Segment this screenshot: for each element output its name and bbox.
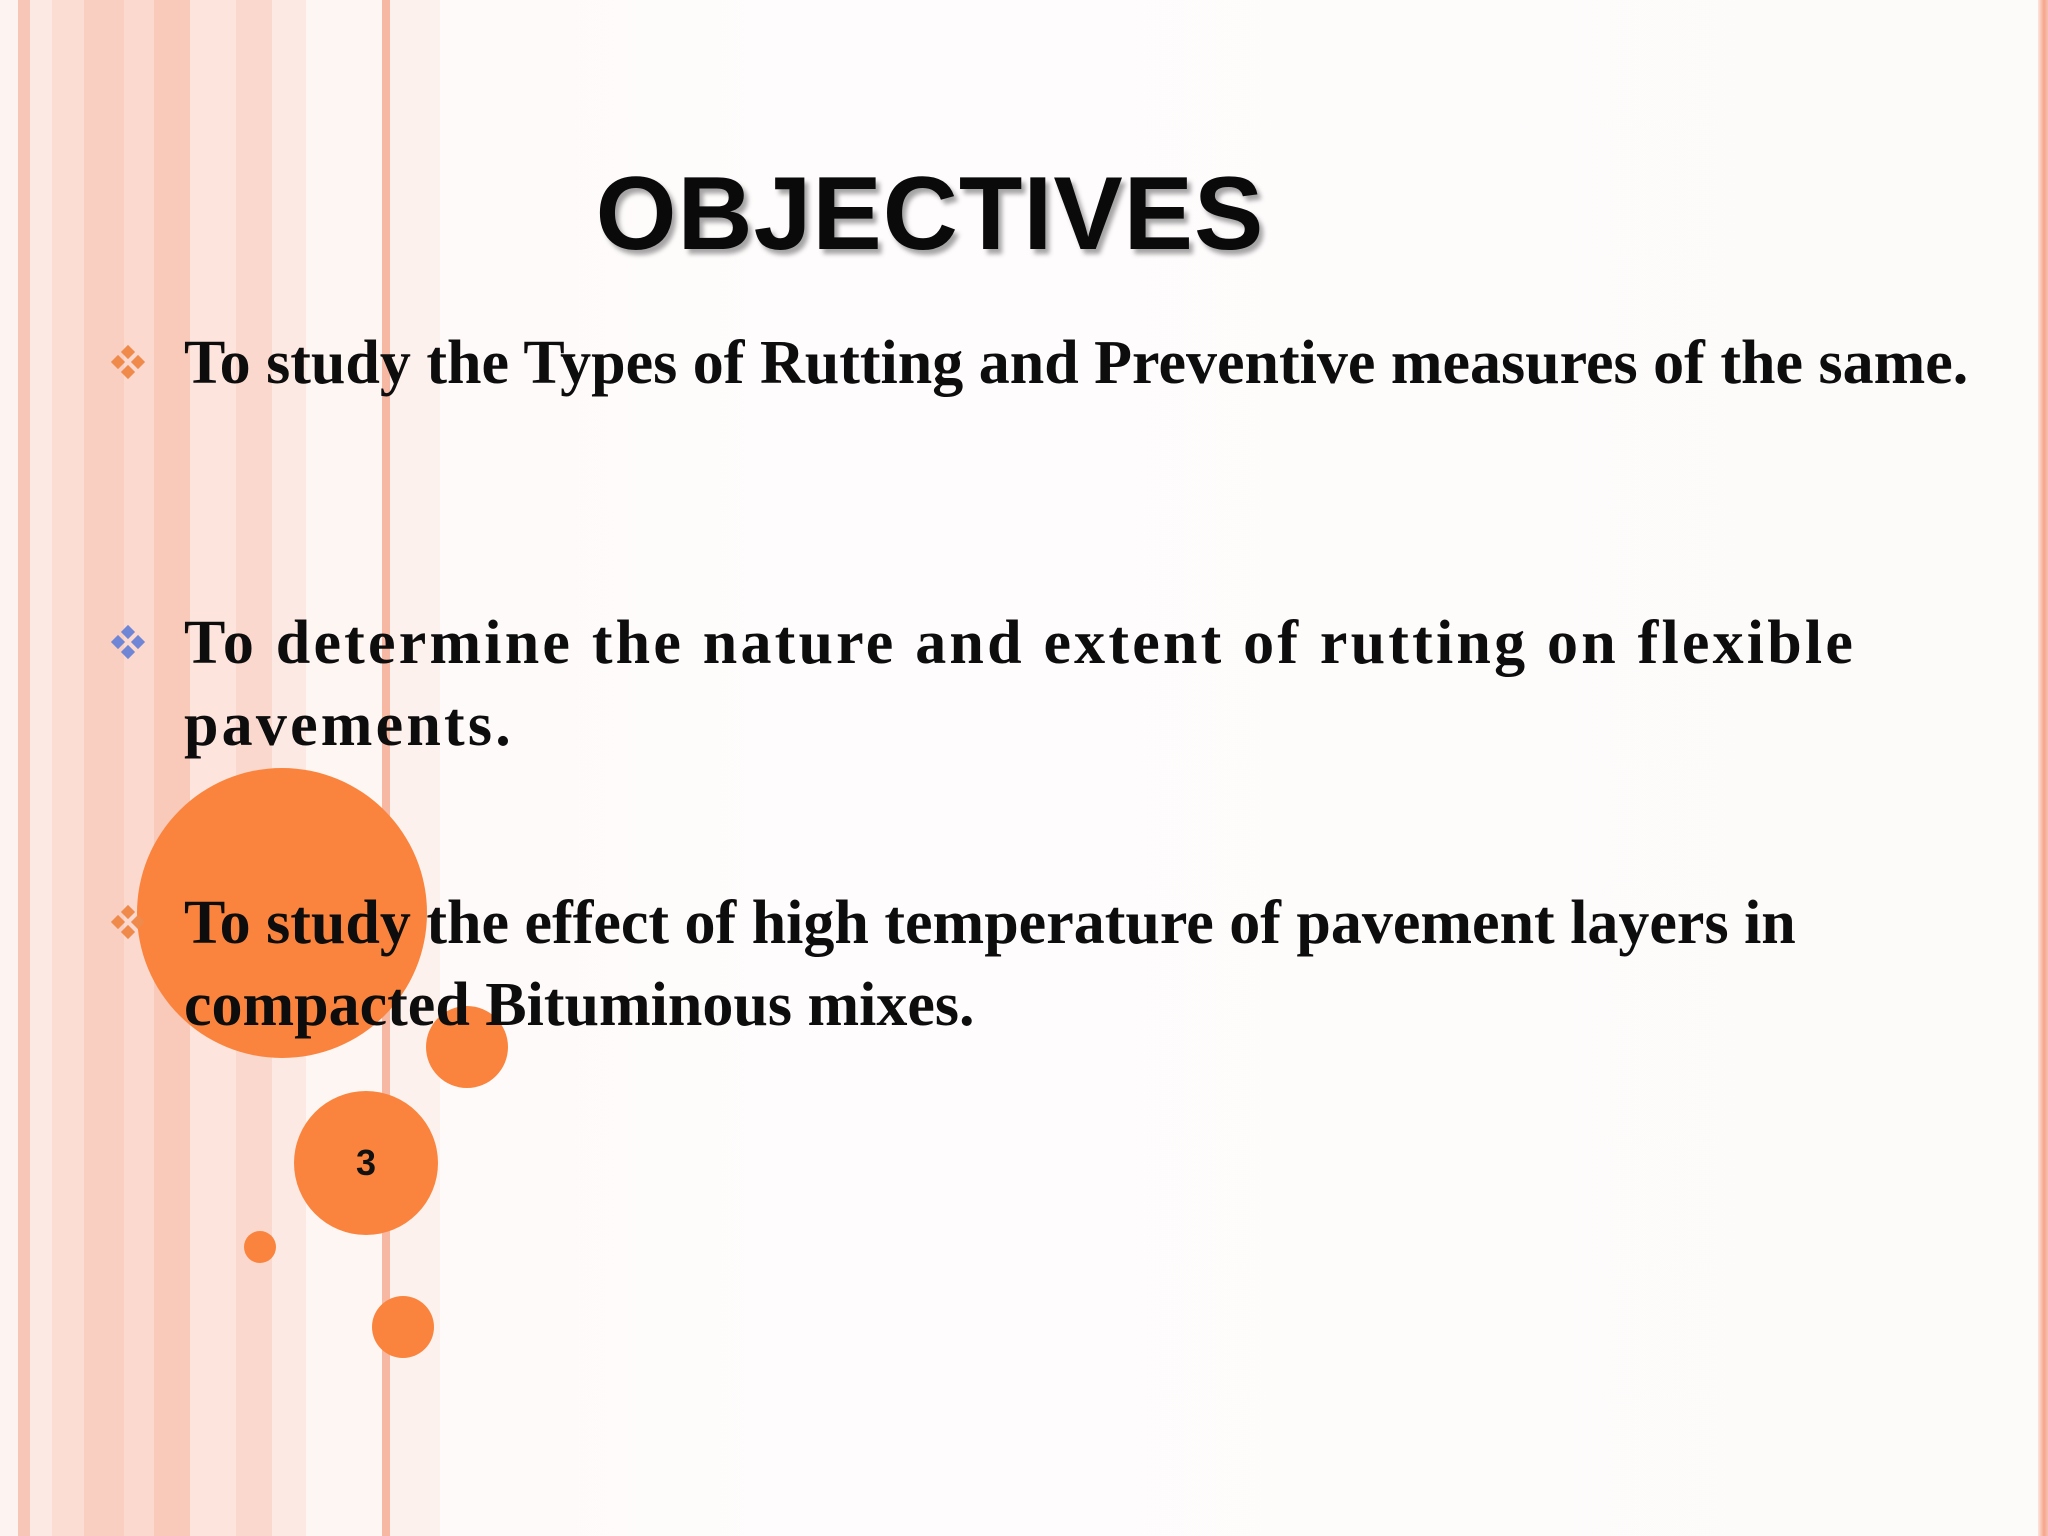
decorative-circle-small (372, 1296, 434, 1358)
diamond-bullet-icon (110, 904, 146, 940)
bullet-text: To determine the nature and extent of rutting on flexible pavements. (184, 609, 1857, 759)
bullet-text: To study the effect of high temperature of pavement layers in compacted Bituminous mixes. (184, 889, 1796, 1039)
decorative-right-line (2038, 0, 2048, 1536)
diamond-bullet-icon (110, 344, 146, 380)
slide-title: OBJECTIVES (595, 156, 1265, 272)
diamond-bullet-icon (110, 624, 146, 660)
bullet-text: To study the Types of Rutting and Preventive measures of the same. (184, 329, 1969, 397)
page-number: 3 (294, 1091, 438, 1235)
decorative-circle-small (244, 1231, 276, 1263)
